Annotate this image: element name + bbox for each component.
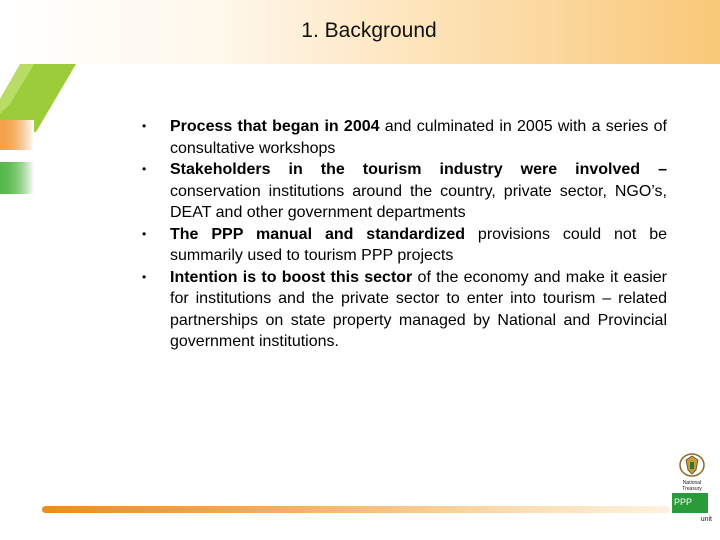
bullet-icon: •: [142, 162, 147, 176]
logo-ppp-text: PPP: [674, 497, 693, 507]
ppp-unit-logo: [672, 450, 712, 532]
slide-title: 1. Background: [301, 19, 437, 42]
bullet-text: [170, 224, 667, 267]
logo-org-line2: Treasury: [682, 486, 702, 492]
left-decoration: [0, 64, 90, 264]
bullet-bold: Stakeholders in the tourism industry were involved –: [170, 161, 667, 178]
bullet-icon: •: [142, 226, 147, 241]
bullet-text: [170, 159, 667, 224]
logo-org-line1: National: [682, 480, 702, 486]
bullet-text: [170, 116, 667, 159]
bullet-bold: Process that began in 2004: [170, 118, 380, 135]
list-item: [142, 267, 667, 353]
bullet-bold: The PPP manual and standardized: [170, 225, 465, 243]
list-item: [142, 159, 667, 224]
bullet-rest: conservation institutions around the country, private sector, NGO’s, DEAT and other government departments: [170, 182, 667, 221]
logo-org-name: [672, 480, 712, 492]
bullet-icon: •: [142, 269, 147, 284]
list-item: [142, 224, 667, 267]
bullet-bold: Intention is to boost this sector: [170, 268, 413, 286]
bullet-icon: •: [142, 119, 147, 133]
list-item: [142, 116, 667, 159]
green-block-fade: [0, 162, 34, 194]
bullet-rest: and culminated in 2005 with a series of consultative workshops: [170, 118, 667, 157]
logo-unit-text: unit: [700, 516, 712, 523]
orange-block-fade: [0, 120, 34, 150]
bullet-text: [170, 267, 667, 353]
bullet-rest: of the economy and make it easier for institutions and the private sector to enter into tourism – related partnerships on state property managed by National and Provincial government institutions.: [170, 268, 667, 350]
coat-of-arms-icon: [678, 452, 706, 478]
footer-bar: [42, 506, 670, 513]
bullet-rest: provisions could not be summarily used to tourism PPP projects: [170, 225, 667, 264]
bullet-list: [142, 116, 667, 353]
